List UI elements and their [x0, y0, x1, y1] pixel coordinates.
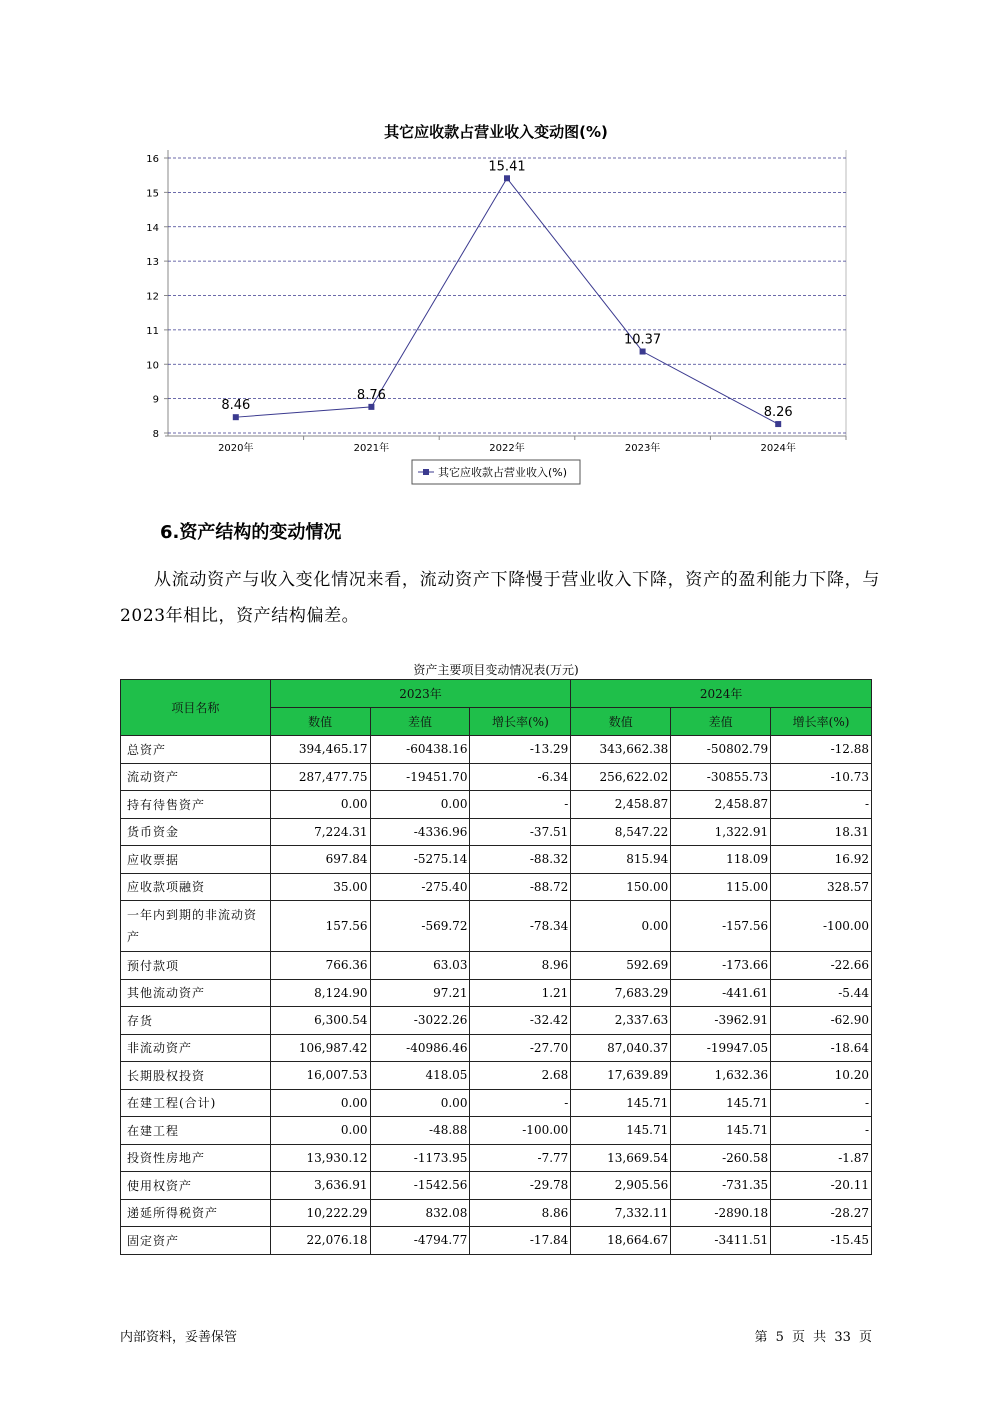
- table-cell: -275.40: [370, 873, 470, 901]
- row-label: 其他流动资产: [121, 979, 271, 1007]
- row-label: 存货: [121, 1007, 271, 1035]
- table-cell: 63.03: [370, 952, 470, 980]
- asset-change-table: [120, 679, 872, 1255]
- subheader-diff: 差值: [671, 708, 771, 736]
- legend-label: 其它应收款占营业收入(%): [438, 466, 568, 479]
- table-cell: -60438.16: [370, 736, 470, 764]
- row-label: 非流动资产: [121, 1034, 271, 1062]
- table-cell: -3022.26: [370, 1007, 470, 1035]
- table-cell: 7,224.31: [270, 818, 370, 846]
- footer-note: 内部资料，妥善保管: [120, 1330, 238, 1345]
- table-cell: 87,040.37: [571, 1034, 671, 1062]
- table-cell: -37.51: [470, 818, 571, 846]
- table-cell: 1,632.36: [671, 1062, 771, 1090]
- table-cell: -28.27: [771, 1199, 872, 1227]
- table-cell: 766.36: [270, 952, 370, 980]
- table-cell: 7,332.11: [571, 1199, 671, 1227]
- table-cell: 2,337.63: [571, 1007, 671, 1035]
- table-cell: 145.71: [571, 1117, 671, 1145]
- x-tick-label: 2022年: [489, 443, 525, 454]
- table-cell: -7.77: [470, 1144, 571, 1172]
- table-cell: 2,905.56: [571, 1172, 671, 1200]
- subheader-diff: 差值: [370, 708, 470, 736]
- header-item-name: 项目名称: [121, 680, 271, 736]
- line-chart: [120, 115, 860, 495]
- table-cell: -100.00: [771, 901, 872, 952]
- data-label: 15.41: [488, 159, 526, 175]
- row-label: 在建工程(合计): [121, 1089, 271, 1117]
- table-cell: 0.00: [571, 901, 671, 952]
- table-cell: -29.78: [470, 1172, 571, 1200]
- table-cell: -40986.46: [370, 1034, 470, 1062]
- table-cell: -17.84: [470, 1227, 571, 1255]
- data-point: [233, 414, 239, 420]
- table-cell: -: [771, 1117, 872, 1145]
- table-cell: 157.56: [270, 901, 370, 952]
- y-tick-label: 14: [146, 222, 159, 234]
- table-cell: 0.00: [270, 1117, 370, 1145]
- y-tick-label: 16: [146, 154, 159, 165]
- table-cell: -18.64: [771, 1034, 872, 1062]
- table-row: [121, 1117, 872, 1145]
- table-cell: 145.71: [671, 1089, 771, 1117]
- table-cell: -13.29: [470, 736, 571, 764]
- table-cell: 815.94: [571, 846, 671, 874]
- table-cell: 145.71: [571, 1089, 671, 1117]
- table-cell: 145.71: [671, 1117, 771, 1145]
- table-cell: 8,124.90: [270, 979, 370, 1007]
- table-cell: -4794.77: [370, 1227, 470, 1255]
- table-cell: 16.92: [771, 846, 872, 874]
- row-label: 货币资金: [121, 818, 271, 846]
- row-label: 持有待售资产: [121, 791, 271, 819]
- data-point: [640, 349, 646, 355]
- table-cell: 0.00: [270, 791, 370, 819]
- row-label: 长期股权投资: [121, 1062, 271, 1090]
- table-cell: 106,987.42: [270, 1034, 370, 1062]
- subheader-growth: 增长率(%): [771, 708, 872, 736]
- table-cell: 35.00: [270, 873, 370, 901]
- table-cell: -5275.14: [370, 846, 470, 874]
- table-cell: 697.84: [270, 846, 370, 874]
- table-cell: 17,639.89: [571, 1062, 671, 1090]
- chart-title: 其它应收款占营业收入变动图(%): [384, 123, 608, 141]
- table-cell: 6,300.54: [270, 1007, 370, 1035]
- row-label: 总资产: [121, 736, 271, 764]
- table-cell: -3962.91: [671, 1007, 771, 1035]
- x-tick-label: 2020年: [218, 443, 254, 454]
- table-row: [121, 873, 872, 901]
- row-label: 应收票据: [121, 846, 271, 874]
- table-cell: 256,622.02: [571, 763, 671, 791]
- table-cell: -32.42: [470, 1007, 571, 1035]
- table-cell: 418.05: [370, 1062, 470, 1090]
- table-title: 资产主要项目变动情况表(万元): [413, 663, 579, 677]
- table-cell: 97.21: [370, 979, 470, 1007]
- legend-marker: [423, 469, 429, 475]
- table-cell: -157.56: [671, 901, 771, 952]
- table-cell: -: [771, 791, 872, 819]
- data-label: 8.76: [356, 387, 386, 403]
- table-row: [121, 1227, 872, 1255]
- table-row: [121, 979, 872, 1007]
- table-cell: -27.70: [470, 1034, 571, 1062]
- table-cell: 832.08: [370, 1199, 470, 1227]
- table-row: [121, 901, 872, 952]
- y-tick-label: 12: [146, 291, 159, 303]
- table-cell: -19451.70: [370, 763, 470, 791]
- table-cell: -15.45: [771, 1227, 872, 1255]
- section-paragraph: 从流动资产与收入变化情况来看，流动资产下降慢于营业收入下降，资产的盈利能力下降，与2023年相比，资产结构偏差。: [120, 570, 880, 626]
- table-cell: 0.00: [370, 1089, 470, 1117]
- x-tick-label: 2023年: [624, 443, 661, 454]
- table-cell: -88.72: [470, 873, 571, 901]
- table-cell: -1173.95: [370, 1144, 470, 1172]
- row-label: 一年内到期的非流动资产: [121, 901, 271, 952]
- table-cell: -62.90: [771, 1007, 872, 1035]
- series-line: [236, 178, 778, 424]
- x-tick-label: 2024年: [760, 443, 796, 454]
- table-row: [121, 1062, 872, 1090]
- subheader-value: 数值: [571, 708, 671, 736]
- table-cell: 2,458.87: [671, 791, 771, 819]
- table-row: [121, 1089, 872, 1117]
- table-cell: 1.21: [470, 979, 571, 1007]
- table-cell: 2,458.87: [571, 791, 671, 819]
- table-cell: 22,076.18: [270, 1227, 370, 1255]
- table-cell: 328.57: [771, 873, 872, 901]
- data-point: [368, 404, 374, 410]
- y-tick-label: 10: [146, 360, 159, 372]
- table-cell: 394,465.17: [270, 736, 370, 764]
- table-cell: -569.72: [370, 901, 470, 952]
- table-cell: 8.86: [470, 1199, 571, 1227]
- table-cell: -6.34: [470, 763, 571, 791]
- table-cell: -1.87: [771, 1144, 872, 1172]
- table-row: [121, 1034, 872, 1062]
- table-cell: -2890.18: [671, 1199, 771, 1227]
- data-point: [504, 175, 510, 181]
- row-label: 流动资产: [121, 763, 271, 791]
- table-cell: -22.66: [771, 952, 872, 980]
- table-cell: -260.58: [671, 1144, 771, 1172]
- table-cell: -1542.56: [370, 1172, 470, 1200]
- table-cell: -441.61: [671, 979, 771, 1007]
- table-cell: 115.00: [671, 873, 771, 901]
- x-tick-label: 2021年: [353, 443, 390, 454]
- table-cell: -50802.79: [671, 736, 771, 764]
- y-tick-label: 8: [152, 429, 159, 440]
- row-label: 投资性房地产: [121, 1144, 271, 1172]
- y-tick-label: 15: [146, 188, 159, 200]
- table-cell: 16,007.53: [270, 1062, 370, 1090]
- table-row: [121, 1172, 872, 1200]
- table-cell: -78.34: [470, 901, 571, 952]
- table-cell: 8.96: [470, 952, 571, 980]
- table-row: [121, 763, 872, 791]
- table-cell: -10.73: [771, 763, 872, 791]
- section-heading: 6.资产结构的变动情况: [160, 522, 342, 543]
- table-cell: 343,662.38: [571, 736, 671, 764]
- table-cell: 150.00: [571, 873, 671, 901]
- table-cell: 13,669.54: [571, 1144, 671, 1172]
- table-cell: -3411.51: [671, 1227, 771, 1255]
- table-cell: -30855.73: [671, 763, 771, 791]
- table-cell: -48.88: [370, 1117, 470, 1145]
- header-year-2023: 2023年: [270, 680, 571, 708]
- data-label: 8.26: [763, 405, 793, 421]
- table-cell: 10.20: [771, 1062, 872, 1090]
- table-cell: -88.32: [470, 846, 571, 874]
- table-cell: -173.66: [671, 952, 771, 980]
- table-cell: -20.11: [771, 1172, 872, 1200]
- table-cell: 118.09: [671, 846, 771, 874]
- data-label: 10.37: [623, 332, 662, 348]
- table-row: [121, 952, 872, 980]
- table-cell: 18.31: [771, 818, 872, 846]
- table-cell: 10,222.29: [270, 1199, 370, 1227]
- table-row: [121, 791, 872, 819]
- table-cell: -731.35: [671, 1172, 771, 1200]
- table-cell: 2.68: [470, 1062, 571, 1090]
- table-cell: -: [470, 1089, 571, 1117]
- table-cell: -19947.05: [671, 1034, 771, 1062]
- page-number: 第 5 页 共 33 页: [754, 1330, 872, 1345]
- table-cell: 1,322.91: [671, 818, 771, 846]
- table-cell: 3,636.91: [270, 1172, 370, 1200]
- chart-svg: [120, 115, 860, 495]
- table-cell: -12.88: [771, 736, 872, 764]
- table-cell: -5.44: [771, 979, 872, 1007]
- table-cell: -: [771, 1089, 872, 1117]
- table-row: [121, 736, 872, 764]
- table-cell: -: [470, 791, 571, 819]
- subheader-growth: 增长率(%): [470, 708, 571, 736]
- row-label: 预付款项: [121, 952, 271, 980]
- table-cell: 0.00: [270, 1089, 370, 1117]
- subheader-value: 数值: [270, 708, 370, 736]
- table-cell: 7,683.29: [571, 979, 671, 1007]
- y-tick-label: 13: [146, 257, 159, 269]
- y-tick-label: 9: [152, 394, 159, 406]
- table-row: [121, 1199, 872, 1227]
- table-row: [121, 846, 872, 874]
- table-row: [121, 818, 872, 846]
- data-label: 8.46: [221, 398, 251, 414]
- table-cell: 287,477.75: [270, 763, 370, 791]
- row-label: 递延所得税资产: [121, 1199, 271, 1227]
- table-cell: -100.00: [470, 1117, 571, 1145]
- table-cell: 13,930.12: [270, 1144, 370, 1172]
- row-label: 应收款项融资: [121, 873, 271, 901]
- table-row: [121, 1007, 872, 1035]
- row-label: 固定资产: [121, 1227, 271, 1255]
- data-point: [775, 421, 781, 427]
- table-cell: -4336.96: [370, 818, 470, 846]
- table-cell: 592.69: [571, 952, 671, 980]
- table-cell: 18,664.67: [571, 1227, 671, 1255]
- header-year-2024: 2024年: [571, 680, 872, 708]
- row-label: 在建工程: [121, 1117, 271, 1145]
- table-cell: 0.00: [370, 791, 470, 819]
- row-label: 使用权资产: [121, 1172, 271, 1200]
- table-cell: 8,547.22: [571, 818, 671, 846]
- table-row: [121, 1144, 872, 1172]
- y-tick-label: 11: [146, 325, 159, 337]
